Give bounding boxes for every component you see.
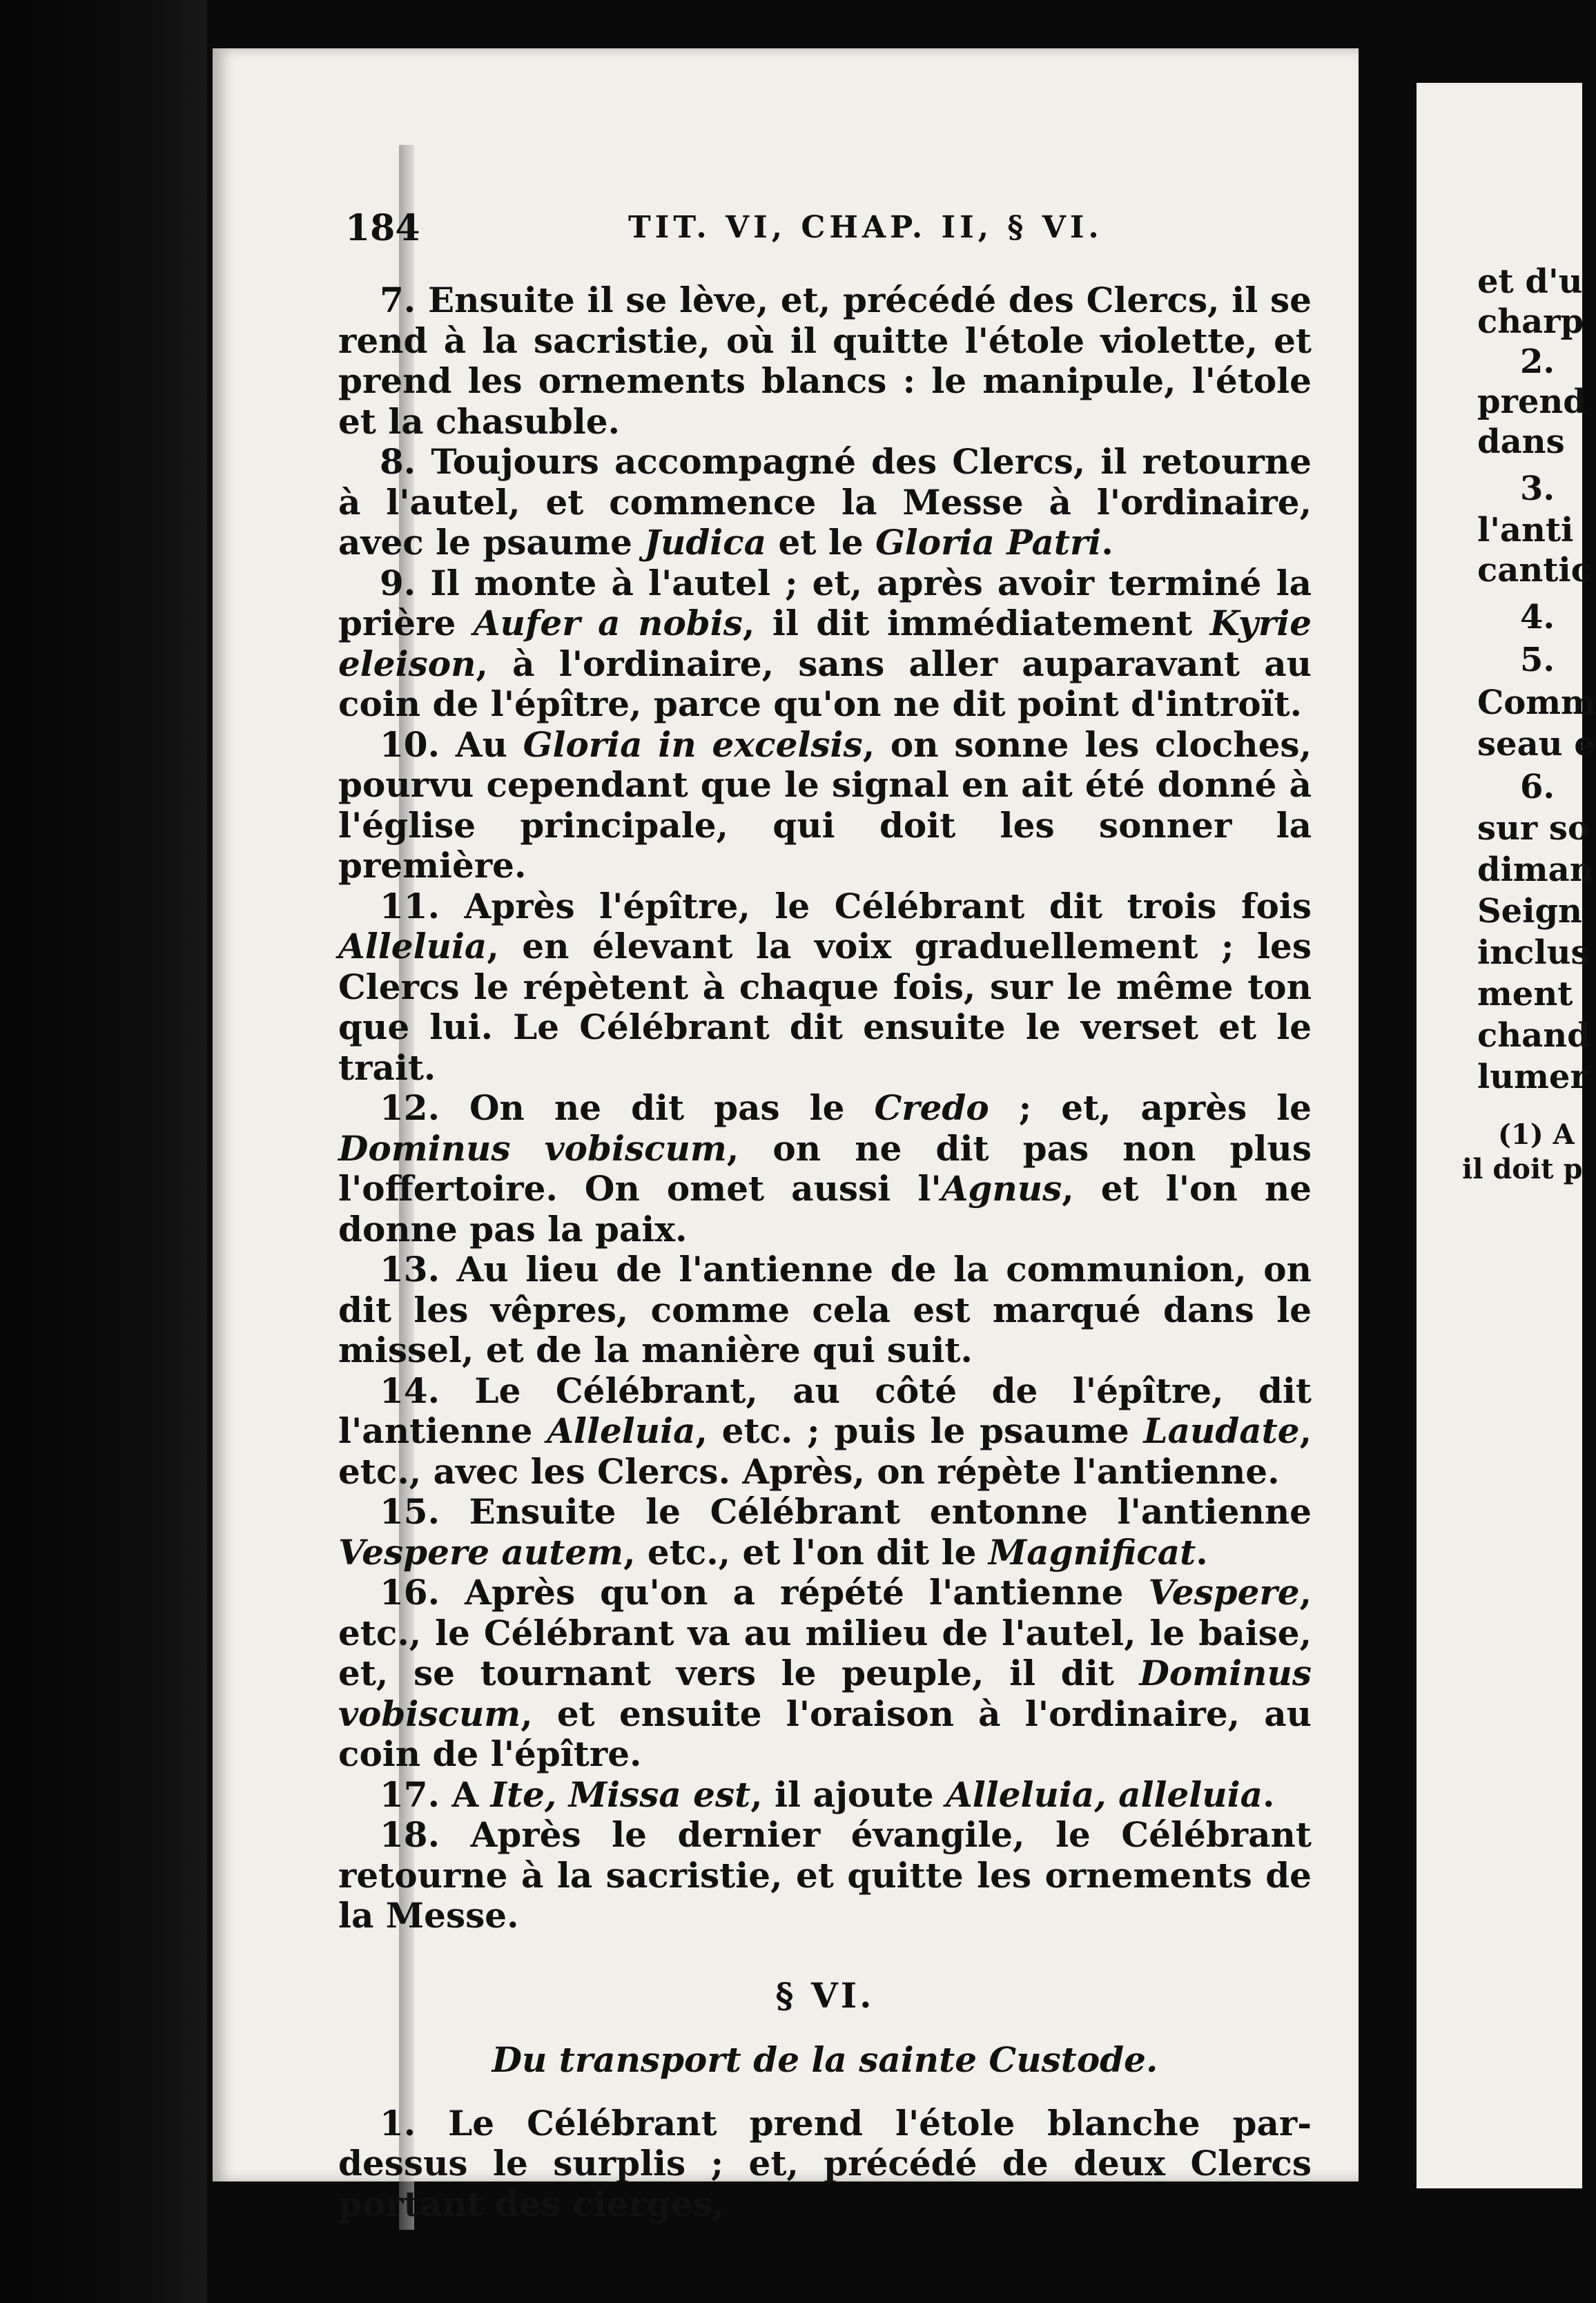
facing-line: chand bbox=[1477, 1016, 1590, 1055]
facing-page-fragment bbox=[1417, 83, 1596, 2188]
facing-line: sur so bbox=[1477, 809, 1590, 848]
latin-term: Dominus vobiscum bbox=[338, 1127, 727, 1169]
latin-term: Aufer a nobis bbox=[473, 603, 743, 643]
paragraph-7: 7. Ensuite il se lève, et, précédé des Clercs, il se rend à la sacristie, où il quitte l'étole violette, et prend les ornements blancs : le manipule, l'étole et la chasuble. bbox=[338, 280, 1312, 442]
facing-line: charp bbox=[1477, 302, 1584, 341]
paragraph-18: 18. Après le dernier évangile, le Célébrant retourne à la sacristie, et quitte les ornements de la Messe. bbox=[338, 1814, 1312, 1936]
latin-term: Gloria in excelsis bbox=[523, 723, 863, 765]
latin-term: Agnus bbox=[941, 1168, 1062, 1209]
paragraph-13: 13. Au lieu de l'antienne de la communion, on dit les vêpres, comme cela est marqué dans le missel, et de la manière qui suit. bbox=[338, 1249, 1312, 1370]
facing-footnote-line: (1) A bbox=[1498, 1118, 1575, 1151]
latin-term: Judica bbox=[644, 522, 767, 563]
latin-term: Alleluia bbox=[547, 1410, 696, 1451]
facing-line: Comm bbox=[1477, 683, 1596, 722]
facing-line: l'anti bbox=[1477, 511, 1574, 550]
latin-term: Laudate bbox=[1143, 1410, 1300, 1451]
page-text-block bbox=[338, 207, 1312, 2224]
paragraph-9: 9. Il monte à l'autel ; et, après avoir terminé la prière Aufer a nobis, il dit immédiatement Kyrie eleison, à l'ordinaire, sans aller auparavant au coin de l'épître, parce qu'on ne dit point d'introït. bbox=[338, 562, 1312, 724]
paragraph-17: 17. A Ite, Missa est, il ajoute Alleluia, alleluia. bbox=[380, 1774, 1275, 1815]
running-head bbox=[338, 207, 1312, 255]
facing-line: inclus bbox=[1477, 933, 1590, 972]
latin-term: Dominus vobiscum bbox=[338, 1653, 1312, 1734]
latin-term: Kyrie eleison bbox=[338, 603, 1312, 684]
section-paragraph-1: 1. Le Célébrant prend l'étole blanche par-dessus le surplis ; et, précédé de deux Clercs portant des cierges, bbox=[338, 2102, 1312, 2224]
facing-line: 6. bbox=[1520, 768, 1555, 806]
latin-term: Alleluia, alleluia bbox=[945, 1774, 1263, 1815]
facing-line: Seign bbox=[1477, 892, 1582, 931]
facing-line: seau e bbox=[1477, 725, 1595, 764]
paragraph-10: 10. Au Gloria in excelsis, on sonne les cloches, pourvu cependant que le signal en ait été donné à l'église principale, qui doit les sonner la première. bbox=[338, 723, 1312, 886]
facing-footnote-line: il doit p bbox=[1462, 1153, 1583, 1185]
paragraph-11: 11. Après l'épître, le Célébrant dit trois fois Alleluia, en élevant la voix graduellement ; les Clercs le répètent à chaque fois, sur le même ton que lui. Le Célébrant dit ensuite le verset et le trait. bbox=[338, 885, 1312, 1088]
facing-line: prend bbox=[1477, 382, 1586, 421]
facing-line: 3. bbox=[1520, 469, 1555, 508]
latin-term: Alleluia bbox=[338, 926, 487, 966]
section-heading: § VI. bbox=[775, 1974, 875, 2016]
latin-term: Credo bbox=[874, 1087, 989, 1128]
facing-line: 4. bbox=[1520, 598, 1555, 637]
facing-line: 5. bbox=[1520, 641, 1555, 679]
facing-line: et d'u bbox=[1477, 262, 1583, 301]
paragraph-15: 15. Ensuite le Célébrant entonne l'antienne Vespere autem, etc., et l'on dit le Magnificat. bbox=[338, 1491, 1312, 1573]
latin-term: Magnificat bbox=[988, 1531, 1196, 1573]
scan-dark-margin bbox=[0, 0, 207, 2303]
latin-term: Ite, Missa est bbox=[490, 1774, 751, 1815]
facing-line: 2. bbox=[1520, 342, 1555, 381]
facing-line: ment bbox=[1477, 975, 1573, 1013]
section-title: Du transport de la sainte Custode. bbox=[492, 2039, 1158, 2080]
paragraph-8: 8. Toujours accompagné des Clercs, il retourne à l'autel, et commence la Messe à l'ordinaire, avec le psaume Judica et le Gloria Patri. bbox=[338, 441, 1312, 563]
paragraph-14: 14. Le Célébrant, au côté de l'épître, dit l'antienne Alleluia, etc. ; puis le psaume Laudate, etc., avec les Clercs. Après, on répète l'antienne. bbox=[338, 1370, 1312, 1492]
latin-term: Vespere bbox=[1148, 1572, 1300, 1613]
facing-line: diman bbox=[1477, 851, 1594, 889]
facing-line: dans bbox=[1477, 422, 1565, 461]
latin-term: Vespere autem bbox=[338, 1531, 624, 1573]
page-number: 184 bbox=[345, 207, 420, 249]
facing-line: cantic bbox=[1477, 551, 1591, 590]
running-head-title: TIT. VI, CHAP. II, § VI. bbox=[628, 210, 1103, 245]
paragraph-12: 12. On ne dit pas le Credo ; et, après le Dominus vobiscum, on ne dit pas non plus l'offertoire. On omet aussi l'Agnus, et l'on ne donne pas la paix. bbox=[338, 1087, 1312, 1250]
paragraph-16: 16. Après qu'on a répété l'antienne Vespere, etc., le Célébrant va au milieu de l'autel, le baise, et, se tournant vers le peuple, il dit Dominus vobiscum, et ensuite l'oraison à l'ordinaire, au coin de l'épître. bbox=[338, 1572, 1312, 1774]
facing-line: lumer bbox=[1477, 1058, 1588, 1096]
latin-term: Gloria Patri bbox=[875, 522, 1102, 563]
